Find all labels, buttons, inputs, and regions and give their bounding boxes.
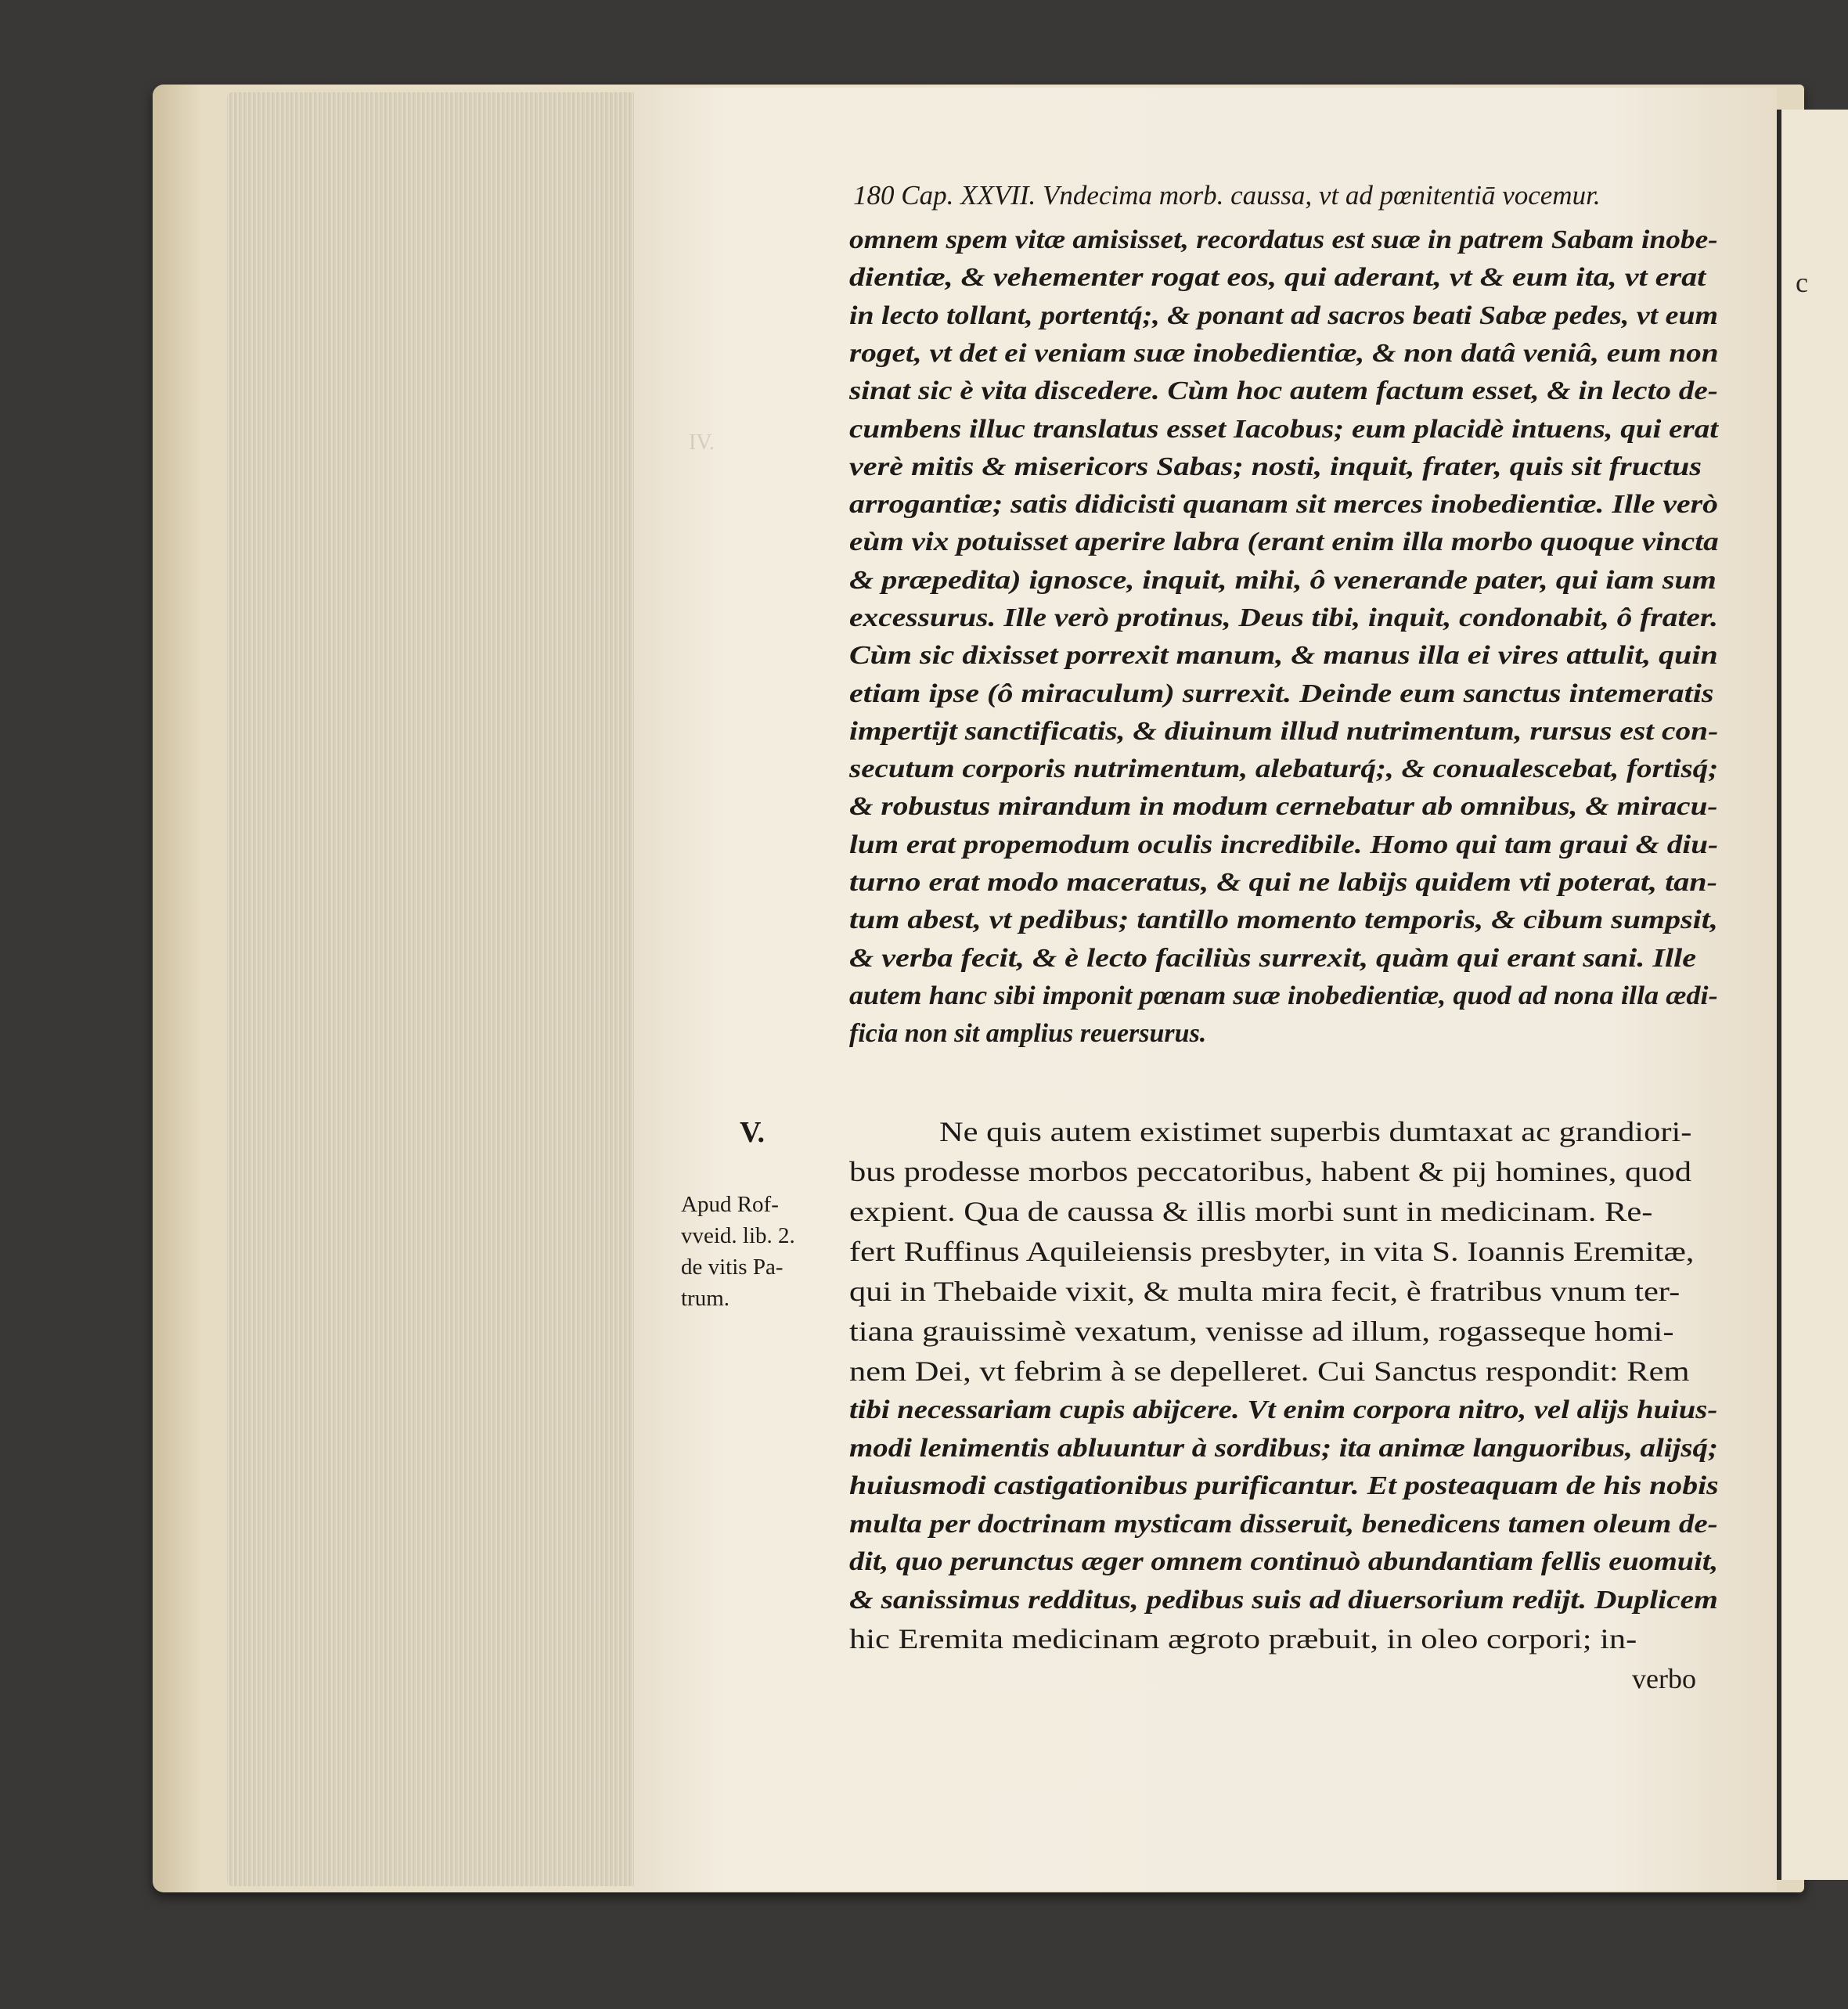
body-text-line: dit, quo perunctus æger omnem continuò abundantiam fellis euomuit, (849, 1547, 1719, 1576)
body-text-line: roget, vt det ei veniam suæ inobedientiæ, & non datâ veniâ, eum non (849, 339, 1719, 368)
body-text-line: in lecto tollant, portentq́;, & ponant ad sacros beati Sabæ pedes, vt eum (849, 301, 1719, 330)
body-text-line: expient. Qua de caussa & illis morbi sunt in medicinam. Re- (849, 1196, 1653, 1227)
body-text-line: & robustus mirandum in modum cernebatur ab omnibus, & miracu- (849, 792, 1718, 821)
body-text-line: qui in Thebaide vixit, & multa mira fecit, è fratribus vnum ter- (849, 1276, 1680, 1307)
body-text-line: Ne quis autem existimet superbis dumtaxat ac grandiori- (939, 1116, 1692, 1147)
body-text-line: hic Eremita medicinam ægroto præbuit, in oleo corpori; in- (849, 1623, 1637, 1654)
body-text-line: excessurus. Ille verò protinus, Deus tibi, inquit, condonabit, ô frater. (849, 603, 1718, 632)
body-text-line: tum abest, vt pedibus; tantillo momento temporis, & cibum sumpsit, (849, 905, 1718, 934)
margin-note-line: trum. (681, 1286, 730, 1311)
body-text-line: etiam ipse (ô miraculum) surrexit. Deinde eum sanctus intemeratis (849, 679, 1714, 708)
body-text-line: & præpedita) ignosce, inquit, mihi, ô venerande pater, qui iam sum (849, 566, 1717, 595)
body-text-line: verbo (1632, 1663, 1696, 1694)
body-text-line: sinat sic è vita discedere. Cùm hoc autem factum esset, & in lecto de- (849, 376, 1718, 405)
body-text-line: impertijt sanctificatis, & diuinum illud nutrimentum, rursus est con- (849, 717, 1719, 746)
body-text-line: ficia non sit amplius reuersurus. (849, 1019, 1207, 1048)
section-number: V. (740, 1116, 765, 1149)
body-text-line: modi lenimentis abluuntur à sordibus; ita animæ languoribus, alijsq́; (849, 1434, 1718, 1463)
page-edges (227, 92, 665, 1886)
body-text-line: cumbens illuc translatus esset Iacobus; eum placidè intuens, qui erat (849, 415, 1719, 444)
facing-page-bleed-letter: c (1796, 267, 1808, 298)
margin-note-line: Apud Rof- (681, 1192, 779, 1217)
margin-note-line: de vitis Pa- (681, 1255, 784, 1280)
body-text-line: lum erat propemodum oculis incredibile. Homo qui tam graui & diu- (849, 830, 1718, 859)
body-text-line: tibi necessariam cupis abijcere. Vt enim corpora nitro, vel alijs huius- (849, 1395, 1718, 1424)
body-text-line: arrogantiæ; satis didicisti quanam sit merces inobedientiæ. Ille verò (849, 490, 1718, 519)
body-text-line: nem Dei, vt febrim à se depelleret. Cui Sanctus respondit: Rem (849, 1356, 1690, 1387)
facing-page-edge (1777, 110, 1848, 1880)
body-text-line: dientiæ, & vehementer rogat eos, qui aderant, vt & eum ita, vt erat (849, 263, 1706, 292)
running-header: 180 Cap. XXVII. Vndecima morb. caussa, vt ad pœnitentiā vocemur. (853, 180, 1601, 211)
margin-note-line: vveid. lib. 2. (681, 1223, 795, 1248)
body-text-line: tiana grauissimè vexatum, venisse ad illum, rogasseque homi- (849, 1316, 1674, 1347)
body-text-line: multa per doctrinam mysticam disseruit, benedicens tamen oleum de- (849, 1510, 1718, 1539)
body-text-line: & verba fecit, & è lecto faciliùs surrexit, quàm qui erant sani. Ille (849, 944, 1697, 973)
body-text-line: huiusmodi castigationibus purificantur. Et posteaquam de his nobis (849, 1471, 1719, 1500)
body-text-line: fert Ruffinus Aquileiensis presbyter, in vita S. Ioannis Eremitæ, (849, 1236, 1695, 1267)
body-text-line: omnem spem vitæ amisisset, recordatus est suæ in patrem Sabam inobe- (849, 225, 1718, 254)
body-text-line: turno erat modo maceratus, & qui ne labijs quidem vti poterat, tan- (849, 868, 1717, 897)
body-text-line: bus prodesse morbos peccatoribus, habent & pij homines, quod (849, 1156, 1691, 1187)
body-text-line: autem hanc sibi imponit pœnam suæ inobedientiæ, quod ad nona illa ædi- (849, 981, 1718, 1010)
body-text-line: & sanissimus redditus, pedibus suis ad diuersorium redijt. Duplicem (849, 1586, 1718, 1615)
show-through-text: IV. (689, 430, 715, 455)
body-text-line: Cùm sic dixisset porrexit manum, & manus illa ei vires attulit, quin (849, 641, 1718, 670)
body-text-line: secutum corporis nutrimentum, alebaturq́;, & conualescebat, fortisq́; (849, 754, 1719, 783)
body-text-line: verè mitis & misericors Sabas; nosti, inquit, frater, quis sit fructus (849, 452, 1702, 481)
body-text-line: eùm vix potuisset aperire labra (erant enim illa morbo quoque vincta (849, 527, 1719, 556)
